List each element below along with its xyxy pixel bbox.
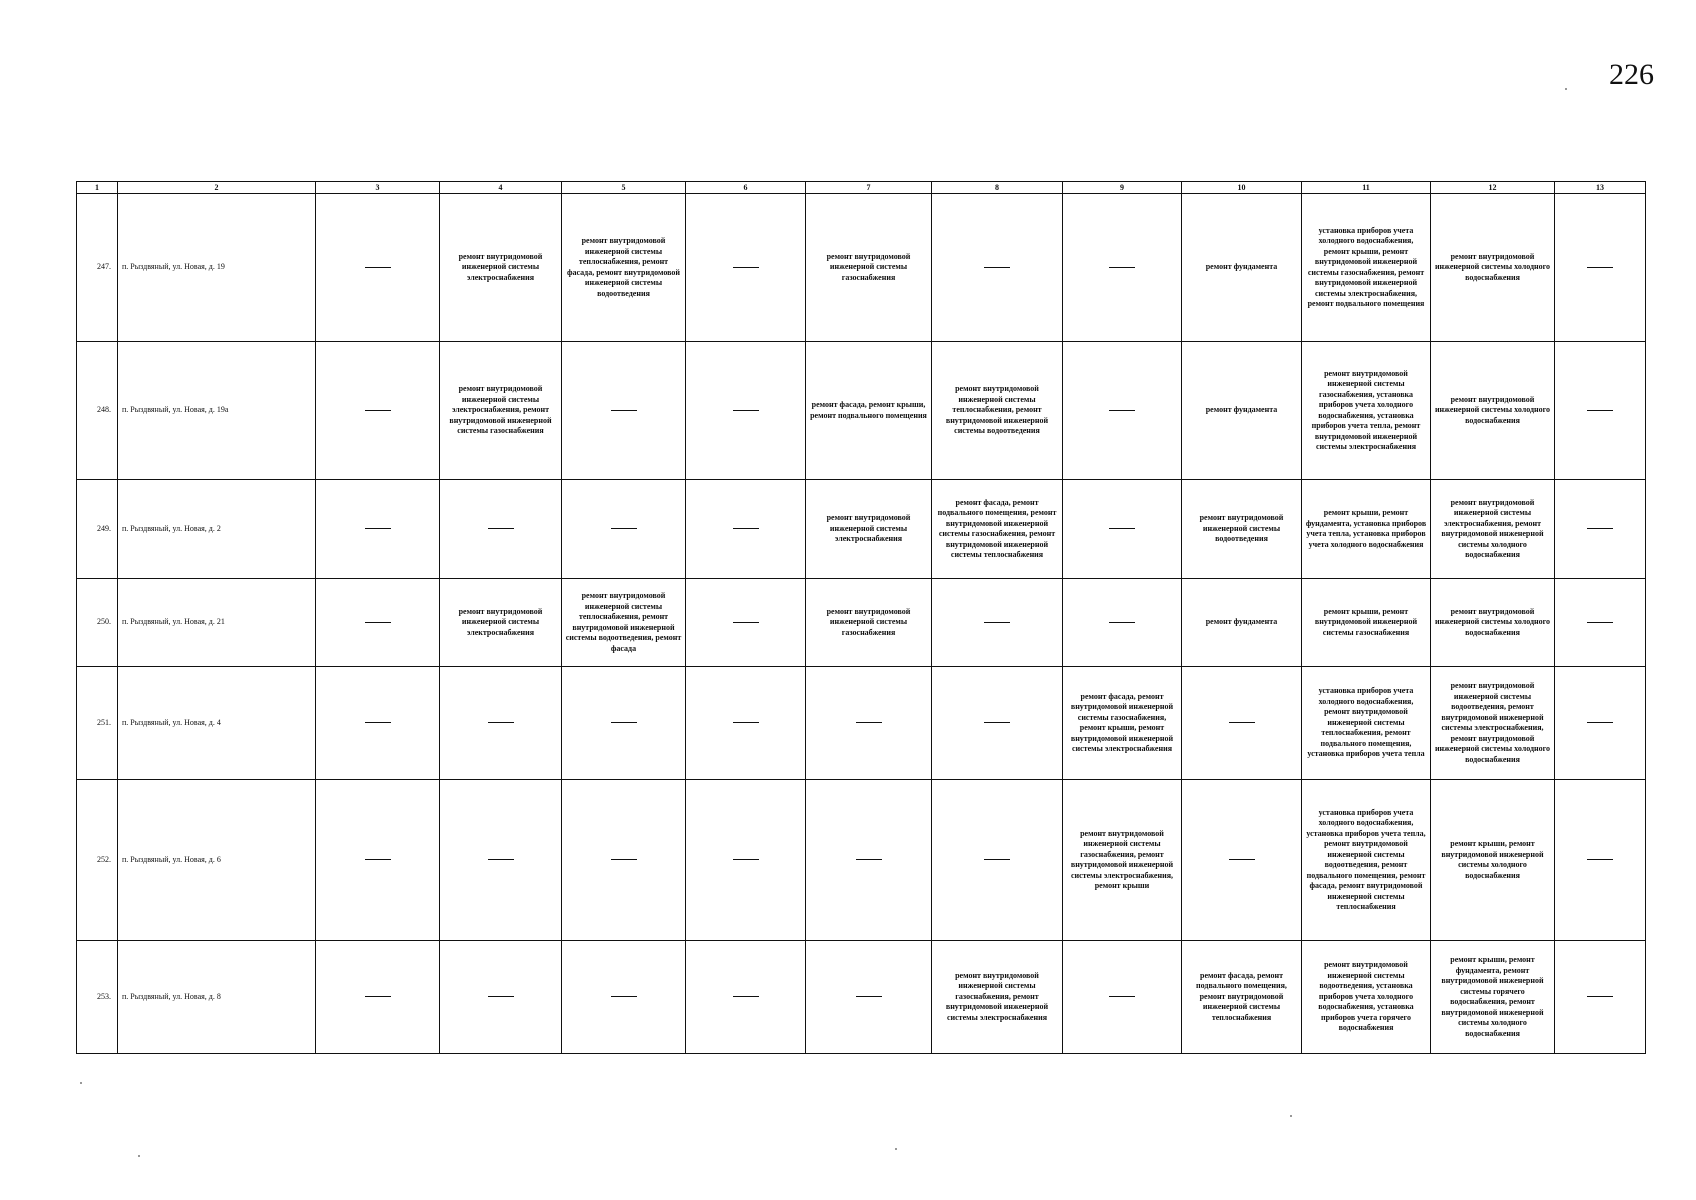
- dash-mark: [1558, 524, 1642, 535]
- empty-cell: [806, 780, 932, 941]
- work-cell: ремонт крыши, ремонт фундамента, ремонт внутридомовой инженерной системы горячего водоснабжения, ремонт внутридомовой инженерной системы холодного водоснабжения: [1431, 941, 1555, 1054]
- column-header: 3: [316, 182, 440, 194]
- work-cell: ремонт внутридомовой инженерной системы холодного водоснабжения: [1431, 342, 1555, 480]
- empty-cell: [806, 667, 932, 780]
- scan-speck: [895, 1148, 897, 1150]
- table-row: [77, 579, 1646, 667]
- column-header: 4: [440, 182, 562, 194]
- dash-line: [733, 722, 759, 723]
- work-cell: ремонт внутридомовой инженерной системы газоснабжения, установка приборов учета холодного водоснабжения, установка приборов учета тепла, ремонт внутридомовой инженерной системы электроснабжения: [1302, 342, 1431, 480]
- dash-line: [733, 996, 759, 997]
- dash-line: [1229, 859, 1255, 860]
- dash-mark: [1066, 262, 1178, 273]
- empty-cell: [686, 780, 806, 941]
- table-row: [77, 342, 1646, 480]
- work-cell: ремонт внутридомовой инженерной системы теплоснабжения, ремонт внутридомовой инженерной системы водоотведения: [932, 342, 1063, 480]
- header-row: [77, 182, 1646, 194]
- dash-line: [733, 267, 759, 268]
- empty-cell: [316, 941, 440, 1054]
- empty-cell: [686, 480, 806, 579]
- work-cell: ремонт крыши, ремонт внутридомовой инженерной системы холодного водоснабжения: [1431, 780, 1555, 941]
- work-cell: ремонт внутридомовой инженерной системы электроснабжения, ремонт внутридомовой инженерной системы холодного водоснабжения: [1431, 480, 1555, 579]
- empty-cell: [1555, 667, 1646, 780]
- empty-cell: [686, 941, 806, 1054]
- dash-mark: [809, 855, 928, 866]
- dash-line: [984, 267, 1010, 268]
- dash-line: [984, 722, 1010, 723]
- column-header: 5: [562, 182, 686, 194]
- work-cell: ремонт внутридомовой инженерной системы водоотведения, ремонт внутридомовой инженерной системы электроснабжения, ремонт внутридомовой инженерной системы холодного водоснабжения: [1431, 667, 1555, 780]
- column-header: 12: [1431, 182, 1555, 194]
- dash-line: [365, 622, 391, 623]
- dash-mark: [443, 524, 558, 535]
- column-header: 10: [1182, 182, 1302, 194]
- dash-line: [611, 410, 637, 411]
- dash-line: [611, 996, 637, 997]
- address-cell: п. Рыздвяный, ул. Новая, д. 21: [118, 579, 316, 667]
- dash-mark: [319, 524, 436, 535]
- dash-mark: [689, 405, 802, 416]
- dash-line: [365, 528, 391, 529]
- dash-line: [365, 996, 391, 997]
- dash-line: [611, 722, 637, 723]
- address-cell: п. Рыздвяный, ул. Новая, д. 4: [118, 667, 316, 780]
- dash-line: [1587, 622, 1613, 623]
- dash-line: [1229, 722, 1255, 723]
- dash-mark: [935, 718, 1059, 729]
- work-cell: установка приборов учета холодного водоснабжения, установка приборов учета тепла, ремонт внутридомовой инженерной системы водоотведения, ремонт подвального помещения, ремонт фасада, ремонт внутридомовой инженерной системы теплоснабжения: [1302, 780, 1431, 941]
- dash-mark: [319, 405, 436, 416]
- scan-speck: [138, 1155, 140, 1157]
- empty-cell: [562, 342, 686, 480]
- address-cell: п. Рыздвяный, ул. Новая, д. 8: [118, 941, 316, 1054]
- dash-mark: [689, 617, 802, 628]
- empty-cell: [316, 579, 440, 667]
- dash-mark: [935, 855, 1059, 866]
- dash-mark: [565, 718, 682, 729]
- dash-mark: [935, 262, 1059, 273]
- empty-cell: [1063, 194, 1182, 342]
- column-header: 13: [1555, 182, 1646, 194]
- empty-cell: [316, 780, 440, 941]
- work-cell: ремонт фундамента: [1182, 579, 1302, 667]
- dash-mark: [689, 855, 802, 866]
- dash-line: [984, 859, 1010, 860]
- dash-line: [365, 267, 391, 268]
- dash-mark: [1558, 855, 1642, 866]
- dash-line: [856, 722, 882, 723]
- empty-cell: [562, 480, 686, 579]
- dash-mark: [1066, 617, 1178, 628]
- work-cell: ремонт внутридомовой инженерной системы холодного водоснабжения: [1431, 579, 1555, 667]
- dash-line: [733, 622, 759, 623]
- dash-line: [1587, 267, 1613, 268]
- work-cell: ремонт внутридомовой инженерной системы газоснабжения, ремонт внутридомовой инженерной системы электроснабжения: [932, 941, 1063, 1054]
- empty-cell: [1063, 579, 1182, 667]
- empty-cell: [562, 667, 686, 780]
- work-cell: ремонт внутридомовой инженерной системы теплоснабжения, ремонт внутридомовой инженерной системы водоотведения, ремонт фасада: [562, 579, 686, 667]
- work-cell: ремонт фасада, ремонт внутридомовой инженерной системы газоснабжения, ремонт крыши, ремонт внутридомовой инженерной системы электроснабжения: [1063, 667, 1182, 780]
- empty-cell: [932, 579, 1063, 667]
- row-number: 253.: [77, 941, 118, 1054]
- work-cell: ремонт внутридомовой инженерной системы газоснабжения, ремонт внутридомовой инженерной системы электроснабжения, ремонт крыши: [1063, 780, 1182, 941]
- dash-mark: [689, 524, 802, 535]
- dash-mark: [319, 617, 436, 628]
- work-cell: ремонт фасада, ремонт крыши, ремонт подвального помещения: [806, 342, 932, 480]
- work-cell: ремонт крыши, ремонт фундамента, установка приборов учета тепла, установка приборов учета холодного водоснабжения: [1302, 480, 1431, 579]
- scan-speck: [1290, 1115, 1292, 1117]
- empty-cell: [1555, 194, 1646, 342]
- address-cell: п. Рыздвяный, ул. Новая, д. 19: [118, 194, 316, 342]
- column-header: 7: [806, 182, 932, 194]
- work-cell: ремонт внутридомовой инженерной системы газоснабжения: [806, 579, 932, 667]
- empty-cell: [1555, 579, 1646, 667]
- empty-cell: [1063, 480, 1182, 579]
- dash-mark: [319, 718, 436, 729]
- dash-line: [1587, 722, 1613, 723]
- work-cell: ремонт внутридомовой инженерной системы электроснабжения, ремонт внутридомовой инженерной системы газоснабжения: [440, 342, 562, 480]
- dash-line: [1587, 859, 1613, 860]
- empty-cell: [1182, 667, 1302, 780]
- table-row: [77, 667, 1646, 780]
- empty-cell: [932, 194, 1063, 342]
- dash-line: [984, 622, 1010, 623]
- work-cell: ремонт внутридомовой инженерной системы холодного водоснабжения: [1431, 194, 1555, 342]
- empty-cell: [686, 579, 806, 667]
- empty-cell: [1063, 941, 1182, 1054]
- empty-cell: [686, 194, 806, 342]
- empty-cell: [316, 667, 440, 780]
- dash-mark: [565, 524, 682, 535]
- dash-line: [488, 722, 514, 723]
- row-number: 248.: [77, 342, 118, 480]
- empty-cell: [440, 480, 562, 579]
- dash-line: [1587, 528, 1613, 529]
- empty-cell: [316, 342, 440, 480]
- empty-cell: [1555, 342, 1646, 480]
- dash-line: [733, 859, 759, 860]
- table-row: [77, 941, 1646, 1054]
- dash-line: [733, 410, 759, 411]
- dash-mark: [319, 855, 436, 866]
- dash-mark: [1185, 718, 1298, 729]
- dash-line: [856, 996, 882, 997]
- dash-mark: [1558, 992, 1642, 1003]
- page-number: 226: [1609, 58, 1654, 91]
- table-row: [77, 480, 1646, 579]
- work-cell: ремонт внутридомовой инженерной системы электроснабжения: [440, 194, 562, 342]
- work-cell: ремонт внутридомовой инженерной системы электроснабжения: [440, 579, 562, 667]
- dash-line: [488, 528, 514, 529]
- empty-cell: [440, 667, 562, 780]
- work-cell: ремонт внутридомовой инженерной системы электроснабжения: [806, 480, 932, 579]
- row-number: 252.: [77, 780, 118, 941]
- empty-cell: [932, 667, 1063, 780]
- dash-line: [488, 996, 514, 997]
- empty-cell: [316, 194, 440, 342]
- address-cell: п. Рыздвяный, ул. Новая, д. 19а: [118, 342, 316, 480]
- row-number: 251.: [77, 667, 118, 780]
- empty-cell: [562, 780, 686, 941]
- dash-line: [365, 410, 391, 411]
- table-row: [77, 194, 1646, 342]
- empty-cell: [806, 941, 932, 1054]
- empty-cell: [1555, 480, 1646, 579]
- work-cell: ремонт фундамента: [1182, 342, 1302, 480]
- dash-mark: [935, 617, 1059, 628]
- dash-line: [733, 528, 759, 529]
- empty-cell: [1555, 941, 1646, 1054]
- dash-line: [1587, 410, 1613, 411]
- dash-mark: [1066, 405, 1178, 416]
- empty-cell: [440, 780, 562, 941]
- dash-mark: [689, 718, 802, 729]
- column-header: 6: [686, 182, 806, 194]
- column-header: 2: [118, 182, 316, 194]
- dash-mark: [565, 405, 682, 416]
- dash-mark: [1558, 718, 1642, 729]
- dash-mark: [809, 718, 928, 729]
- repair-schedule-table: [76, 181, 1646, 1054]
- dash-mark: [443, 992, 558, 1003]
- empty-cell: [440, 941, 562, 1054]
- dash-mark: [689, 992, 802, 1003]
- work-cell: ремонт крыши, ремонт внутридомовой инженерной системы газоснабжения: [1302, 579, 1431, 667]
- dash-mark: [809, 992, 928, 1003]
- work-cell: ремонт фундамента: [1182, 194, 1302, 342]
- dash-line: [1109, 528, 1135, 529]
- address-cell: п. Рыздвяный, ул. Новая, д. 2: [118, 480, 316, 579]
- dash-line: [1587, 996, 1613, 997]
- dash-line: [1109, 267, 1135, 268]
- dash-mark: [1558, 262, 1642, 273]
- dash-line: [365, 722, 391, 723]
- empty-cell: [686, 342, 806, 480]
- scan-speck: [1565, 88, 1567, 90]
- empty-cell: [686, 667, 806, 780]
- column-header: 9: [1063, 182, 1182, 194]
- work-cell: ремонт фасада, ремонт подвального помещения, ремонт внутридомовой инженерной системы теплоснабжения: [1182, 941, 1302, 1054]
- column-header: 11: [1302, 182, 1431, 194]
- work-cell: ремонт фасада, ремонт подвального помещения, ремонт внутридомовой инженерной системы газоснабжения, ремонт внутридомовой инженерной системы теплоснабжения: [932, 480, 1063, 579]
- dash-mark: [319, 262, 436, 273]
- dash-line: [611, 528, 637, 529]
- work-cell: ремонт внутридомовой инженерной системы водоотведения, установка приборов учета холодного водоснабжения, установка приборов учета горячего водоснабжения: [1302, 941, 1431, 1054]
- dash-line: [856, 859, 882, 860]
- dash-line: [611, 859, 637, 860]
- dash-mark: [319, 992, 436, 1003]
- empty-cell: [932, 780, 1063, 941]
- work-cell: установка приборов учета холодного водоснабжения, ремонт крыши, ремонт внутридомовой инженерной системы газоснабжения, ремонт внутридомовой инженерной системы электроснабжения, ремонт подвального помещения: [1302, 194, 1431, 342]
- column-header: 8: [932, 182, 1063, 194]
- empty-cell: [562, 941, 686, 1054]
- work-cell: ремонт внутридомовой инженерной системы теплоснабжения, ремонт фасада, ремонт внутридомовой инженерной системы водоотведения: [562, 194, 686, 342]
- work-cell: установка приборов учета холодного водоснабжения, ремонт внутридомовой инженерной системы теплоснабжения, ремонт подвального помещения, установка приборов учета тепла: [1302, 667, 1431, 780]
- dash-mark: [565, 992, 682, 1003]
- row-number: 247.: [77, 194, 118, 342]
- row-number: 250.: [77, 579, 118, 667]
- dash-line: [1109, 622, 1135, 623]
- dash-mark: [1066, 992, 1178, 1003]
- dash-mark: [689, 262, 802, 273]
- row-number: 249.: [77, 480, 118, 579]
- dash-line: [1109, 410, 1135, 411]
- dash-mark: [443, 718, 558, 729]
- address-cell: п. Рыздвяный, ул. Новая, д. 6: [118, 780, 316, 941]
- dash-mark: [1558, 405, 1642, 416]
- column-header: 1: [77, 182, 118, 194]
- work-cell: ремонт внутридомовой инженерной системы газоснабжения: [806, 194, 932, 342]
- dash-line: [488, 859, 514, 860]
- empty-cell: [316, 480, 440, 579]
- dash-mark: [1066, 524, 1178, 535]
- work-cell: ремонт внутридомовой инженерной системы водоотведения: [1182, 480, 1302, 579]
- dash-mark: [1558, 617, 1642, 628]
- dash-mark: [1185, 855, 1298, 866]
- empty-cell: [1182, 780, 1302, 941]
- empty-cell: [1063, 342, 1182, 480]
- dash-mark: [565, 855, 682, 866]
- scan-speck: [80, 1082, 82, 1084]
- table-body: [77, 194, 1646, 1054]
- dash-line: [1109, 996, 1135, 997]
- empty-cell: [1555, 780, 1646, 941]
- dash-line: [365, 859, 391, 860]
- dash-mark: [443, 855, 558, 866]
- table-row: [77, 780, 1646, 941]
